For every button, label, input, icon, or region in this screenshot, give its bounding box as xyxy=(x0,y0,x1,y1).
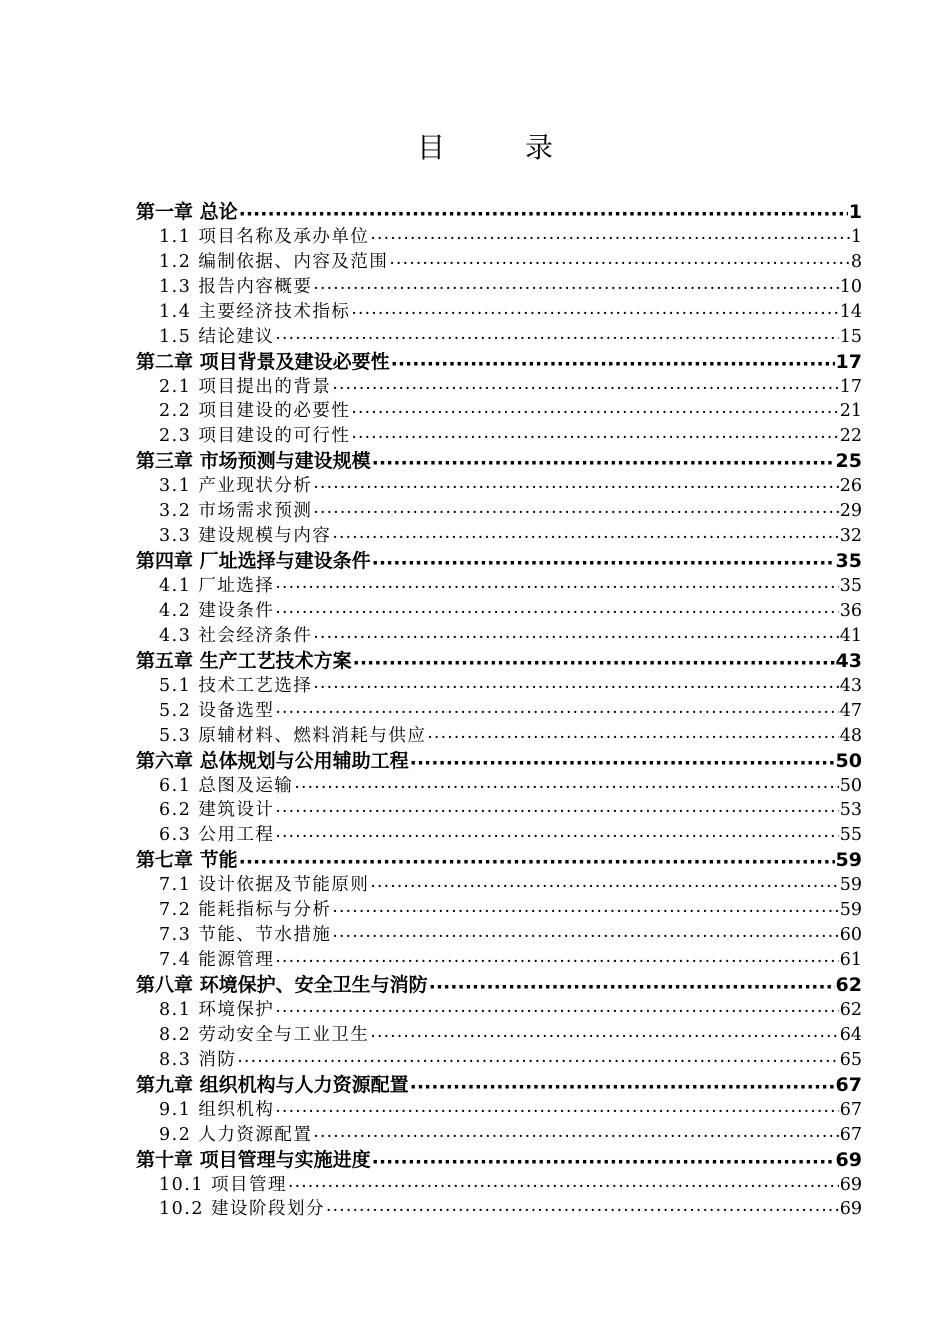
toc-page-number: 17 xyxy=(835,350,862,373)
toc-dot-leader xyxy=(275,703,838,723)
toc-section-entry xyxy=(136,997,862,1022)
toc-page-number: 43 xyxy=(839,675,862,696)
toc-page-number: 35 xyxy=(839,576,862,596)
toc-page-number: 29 xyxy=(839,501,862,522)
toc-page-number: 55 xyxy=(839,825,862,846)
toc-dot-leader xyxy=(313,279,838,299)
toc-dot-leader xyxy=(326,1201,839,1221)
toc-page-number: 62 xyxy=(835,974,862,996)
toc-section-entry xyxy=(136,598,862,623)
toc-page-number: 62 xyxy=(839,999,862,1020)
toc-entry-label: 4.3 社会经济条件 xyxy=(159,625,313,646)
toc-page-number: 53 xyxy=(839,800,862,821)
toc-section-entry xyxy=(136,673,862,698)
toc-dot-leader xyxy=(275,827,838,847)
toc-section-entry xyxy=(136,523,862,548)
toc-entry-label: 3.1 产业现状分析 xyxy=(159,476,313,497)
toc-page-number: 65 xyxy=(839,1049,862,1070)
toc-dot-leader xyxy=(239,204,848,224)
toc-dot-leader xyxy=(410,1077,835,1097)
toc-section-entry xyxy=(136,773,862,798)
toc-entry-label: 第三章 市场预测与建设规模 xyxy=(136,450,371,473)
toc-page-number: 59 xyxy=(839,900,862,921)
toc-dot-leader xyxy=(275,329,838,349)
toc-chapter-entry xyxy=(136,199,862,224)
toc-chapter-entry xyxy=(136,349,862,374)
toc-page-number: 35 xyxy=(835,550,862,573)
toc-entry-label: 7.3 节能、节水措施 xyxy=(159,925,332,946)
toc-entry-label: 5.1 技术工艺选择 xyxy=(159,675,313,696)
toc-entry-label: 1.5 结论建议 xyxy=(159,326,275,347)
toc-entry-label: 10.2 建设阶段划分 xyxy=(159,1199,326,1220)
toc-entry-label: 第七章 节能 xyxy=(136,849,238,872)
toc-chapter-entry xyxy=(136,748,862,773)
toc-entry-label: 2.2 项目建设的必要性 xyxy=(159,401,351,422)
toc-section-entry xyxy=(136,1047,862,1072)
toc-page-number: 48 xyxy=(839,725,862,746)
toc-page-number: 15 xyxy=(839,326,862,347)
toc-entry-label: 7.4 能源管理 xyxy=(159,950,275,971)
toc-dot-leader xyxy=(237,1052,838,1072)
toc-page-number: 1 xyxy=(848,200,862,223)
toc-entry-label: 5.2 设备选型 xyxy=(159,700,275,721)
toc-page-number: 69 xyxy=(839,1199,862,1220)
toc-dot-leader xyxy=(275,802,838,822)
toc-page-number: 17 xyxy=(839,376,862,397)
toc-entry-label: 4.2 建设条件 xyxy=(159,600,275,621)
toc-dot-leader xyxy=(351,428,838,448)
toc-section-entry xyxy=(136,798,862,823)
toc-page-number: 59 xyxy=(835,849,862,872)
toc-entry-label: 10.1 项目管理 xyxy=(159,1174,288,1195)
toc-page-number: 50 xyxy=(835,749,862,772)
toc-dot-leader xyxy=(427,728,838,748)
toc-chapter-entry xyxy=(136,548,862,573)
toc-dot-leader xyxy=(372,453,835,473)
toc-page-number: 69 xyxy=(839,1174,862,1195)
toc-entry-label: 7.1 设计依据及节能原则 xyxy=(159,875,370,896)
toc-dot-leader xyxy=(370,877,838,897)
toc-section-entry xyxy=(136,1097,862,1122)
toc-entry-label: 9.1 组织机构 xyxy=(159,1099,275,1120)
toc-page-number: 8 xyxy=(850,251,862,272)
toc-dot-leader xyxy=(288,1177,839,1197)
toc-dot-leader xyxy=(351,403,838,423)
toc-dot-leader xyxy=(275,952,838,972)
toc-chapter-entry xyxy=(136,972,862,997)
toc-section-entry xyxy=(136,897,862,922)
toc-dot-leader xyxy=(275,1002,838,1022)
toc-page-number: 60 xyxy=(839,925,862,946)
toc-dot-leader xyxy=(313,503,838,523)
toc-dot-leader xyxy=(332,379,838,399)
toc-chapter-entry xyxy=(136,648,862,673)
toc-section-entry xyxy=(136,324,862,349)
toc-entry-label: 1.2 编制依据、内容及范围 xyxy=(159,251,389,272)
toc-dot-leader xyxy=(353,653,835,673)
toc-dot-leader xyxy=(332,902,838,922)
toc-entry-label: 第二章 项目背景及建设必要性 xyxy=(136,350,390,373)
toc-section-entry xyxy=(136,1022,862,1047)
toc-dot-leader xyxy=(370,229,849,249)
toc-dot-leader xyxy=(351,304,838,324)
toc-page-number: 22 xyxy=(839,426,862,447)
toc-section-entry xyxy=(136,723,862,748)
toc-chapter-entry xyxy=(136,1147,862,1172)
toc-page-number: 67 xyxy=(839,1124,862,1145)
toc-section-entry xyxy=(136,299,862,324)
toc-section-entry xyxy=(136,374,862,399)
toc-dot-leader xyxy=(313,628,838,648)
toc-dot-leader xyxy=(275,578,838,598)
toc-chapter-entry xyxy=(136,448,862,473)
toc-section-entry xyxy=(136,249,862,274)
toc-dot-leader xyxy=(332,927,838,947)
toc-entry-label: 1.1 项目名称及承办单位 xyxy=(159,226,370,247)
toc-entry-label: 8.2 劳动安全与工业卫生 xyxy=(159,1024,370,1045)
toc-entry-label: 第八章 环境保护、安全卫生与消防 xyxy=(136,974,428,996)
toc-section-entry xyxy=(136,224,862,249)
toc-entry-label: 第一章 总论 xyxy=(136,200,238,223)
toc-dot-leader xyxy=(429,977,835,997)
toc-entry-label: 1.4 主要经济技术指标 xyxy=(159,301,351,322)
toc-section-entry xyxy=(136,498,862,523)
toc-section-entry xyxy=(136,623,862,648)
toc-page-number: 1 xyxy=(850,226,862,247)
toc-entry-label: 1.3 报告内容概要 xyxy=(159,276,313,297)
toc-chapter-entry xyxy=(136,847,862,872)
toc-entry-label: 4.1 厂址选择 xyxy=(159,576,275,596)
toc-page-number: 25 xyxy=(835,450,862,473)
toc-dot-leader xyxy=(389,254,849,274)
toc-entry-label: 5.3 原辅材料、燃料消耗与供应 xyxy=(159,725,427,746)
toc-page-number: 26 xyxy=(839,476,862,497)
toc-page-number: 14 xyxy=(839,301,862,322)
toc-page-number: 59 xyxy=(839,875,862,896)
toc-page-number: 64 xyxy=(839,1024,862,1045)
toc-dot-leader xyxy=(294,778,838,798)
toc-page-number: 47 xyxy=(839,700,862,721)
toc-page-number: 61 xyxy=(839,950,862,971)
toc-dot-leader xyxy=(372,553,835,573)
toc-entry-label: 6.1 总图及运输 xyxy=(159,775,294,796)
toc-entry-label: 3.2 市场需求预测 xyxy=(159,501,313,522)
page-title: 目 录 xyxy=(416,131,579,164)
toc-entry-label: 6.2 建筑设计 xyxy=(159,800,275,821)
toc-page-number: 41 xyxy=(839,625,862,646)
toc-section-entry xyxy=(136,872,862,897)
toc-entry-label: 第九章 组织机构与人力资源配置 xyxy=(136,1073,409,1096)
toc-entry-label: 8.3 消防 xyxy=(159,1049,237,1070)
toc-page-number: 21 xyxy=(839,401,862,422)
toc-section-entry xyxy=(136,274,862,299)
toc-section-entry xyxy=(136,822,862,847)
table-of-contents xyxy=(136,199,862,1221)
toc-section-entry xyxy=(136,573,862,598)
toc-section-entry xyxy=(136,698,862,723)
toc-section-entry xyxy=(136,1172,862,1197)
toc-dot-leader xyxy=(410,753,835,773)
toc-page-number: 50 xyxy=(839,775,862,796)
toc-dot-leader xyxy=(391,354,835,374)
toc-dot-leader xyxy=(332,528,838,548)
toc-dot-leader xyxy=(370,1027,838,1047)
toc-section-entry xyxy=(136,1197,862,1222)
toc-entry-label: 第四章 厂址选择与建设条件 xyxy=(136,550,371,573)
toc-entry-label: 3.3 建设规模与内容 xyxy=(159,526,332,547)
toc-entry-label: 2.1 项目提出的背景 xyxy=(159,376,332,397)
toc-page-number: 32 xyxy=(839,526,862,547)
toc-dot-leader xyxy=(313,678,838,698)
toc-dot-leader xyxy=(372,1152,835,1172)
toc-page-number: 67 xyxy=(839,1099,862,1120)
toc-dot-leader xyxy=(313,1127,838,1147)
toc-entry-label: 第十章 项目管理与实施进度 xyxy=(136,1148,371,1171)
toc-entry-label: 第六章 总体规划与公用辅助工程 xyxy=(136,749,409,772)
toc-entry-label: 8.1 环境保护 xyxy=(159,999,275,1020)
toc-page-number: 36 xyxy=(839,600,862,621)
toc-page-number: 69 xyxy=(835,1148,862,1171)
toc-chapter-entry xyxy=(136,1072,862,1097)
toc-dot-leader xyxy=(275,1102,838,1122)
toc-section-entry xyxy=(136,473,862,498)
toc-entry-label: 2.3 项目建设的可行性 xyxy=(159,426,351,447)
toc-section-entry xyxy=(136,399,862,424)
toc-entry-label: 6.3 公用工程 xyxy=(159,825,275,846)
toc-page-number: 67 xyxy=(835,1073,862,1096)
toc-dot-leader xyxy=(239,852,835,872)
toc-section-entry xyxy=(136,423,862,448)
toc-page-number: 10 xyxy=(839,276,862,297)
toc-section-entry xyxy=(136,947,862,972)
toc-entry-label: 第五章 生产工艺技术方案 xyxy=(136,649,352,672)
toc-page-number: 43 xyxy=(835,649,862,672)
toc-entry-label: 9.2 人力资源配置 xyxy=(159,1124,313,1145)
toc-section-entry xyxy=(136,1122,862,1147)
toc-entry-label: 7.2 能耗指标与分析 xyxy=(159,900,332,921)
toc-dot-leader xyxy=(275,603,838,623)
toc-section-entry xyxy=(136,922,862,947)
toc-dot-leader xyxy=(313,478,838,498)
